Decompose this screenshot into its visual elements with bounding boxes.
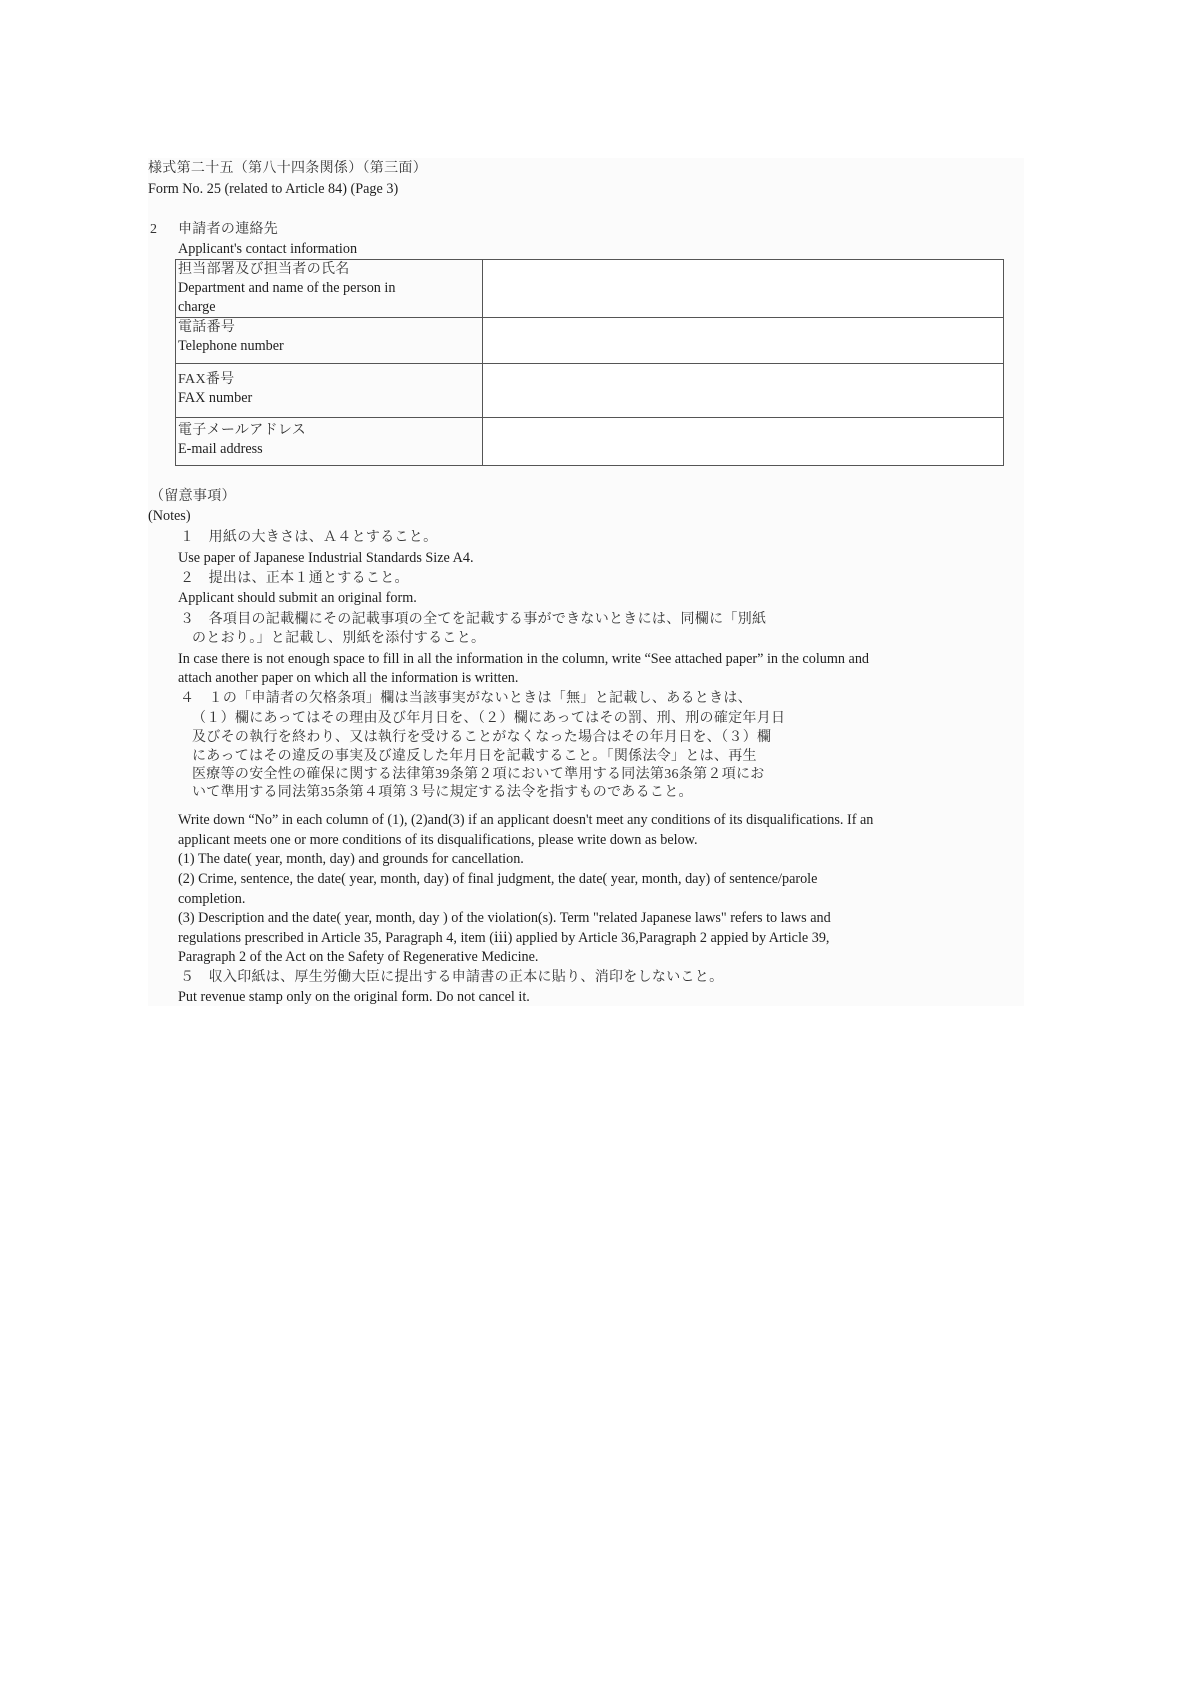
email-label: [176, 418, 483, 466]
contact-table: [175, 259, 1004, 466]
fax-label-jp: FAX番号: [178, 372, 235, 387]
note-4-jp-5: 医療等の安全性の確保に関する法律第39条第２項において準用する同法第36条第２項にお: [192, 767, 765, 782]
contact-row-department: [176, 260, 1004, 318]
department-label-en-1: Department and name of the person in: [178, 280, 396, 296]
department-label-en-2: charge: [178, 299, 216, 315]
contact-heading-jp: 申請者の連絡先: [178, 222, 279, 237]
form-title-jp: 様式第二十五（第八十四条関係）（第三面）: [148, 161, 427, 176]
email-label-en: E-mail address: [178, 441, 263, 457]
contact-heading-en: Applicant's contact information: [178, 241, 358, 257]
note-2-jp: ２ 提出は、正本１通とすること。: [180, 571, 409, 586]
notes-heading-en: (Notes): [148, 508, 191, 524]
email-value-field[interactable]: [483, 418, 1004, 466]
telephone-value-field[interactable]: [483, 318, 1004, 364]
note-4-jp-4: にあってはその違反の事実及び違反した年月日を記載すること。「関係法令」とは、再生: [192, 749, 757, 764]
form-title-en: Form No. 25 (related to Article 84) (Page 3): [148, 181, 399, 197]
fax-label: [176, 364, 483, 418]
note-4-en-1: Write down “No” in each column of (1), (2)and(3) if an applicant doesn't meet any conditions of its disqualifications. If an: [178, 812, 874, 828]
note-4-en-6: (3) Description and the date( year, month, day ) of the violation(s). Term "related Japanese laws" refers to laws and: [178, 910, 831, 926]
note-4-en-8: Paragraph 2 of the Act on the Safety of Regenerative Medicine.: [178, 949, 539, 965]
fax-label-en: FAX number: [178, 390, 253, 406]
contact-row-email: [176, 418, 1004, 466]
note-4-en-3: (1) The date( year, month, day) and grounds for cancellation.: [178, 851, 524, 867]
note-4-jp-2: （１）欄にあってはその理由及び年月日を、（２）欄にあってはその罰、刑、刑の確定年月日: [192, 711, 786, 726]
contact-row-telephone: [176, 318, 1004, 364]
telephone-label-en: Telephone number: [178, 338, 284, 354]
note-4-en-7: regulations prescribed in Article 35, Paragraph 4, item (ⅲ) applied by Article 36,Paragraph 2 appied by Article 39,: [178, 930, 830, 946]
department-value-field[interactable]: [483, 260, 1004, 318]
note-2-en: Applicant should submit an original form.: [178, 590, 417, 606]
note-3-jp-2: のとおり。」と記載し、別紙を添付すること。: [192, 631, 486, 646]
note-5-jp: ５ 収入印紙は、厚生労働大臣に提出する申請書の正本に貼り、消印をしないこと。: [180, 970, 724, 985]
department-label-jp: 担当部署及び担当者の氏名: [178, 262, 350, 277]
fax-value-field[interactable]: [483, 364, 1004, 418]
note-1-en: Use paper of Japanese Industrial Standards Size A4.: [178, 550, 474, 566]
note-5-en: Put revenue stamp only on the original form. Do not cancel it.: [178, 989, 530, 1005]
note-1-jp: １ 用紙の大きさは、Ａ４とすること。: [180, 530, 438, 545]
note-4-en-2: applicant meets one or more conditions of its disqualifications, please write down as below.: [178, 832, 698, 848]
note-4-jp-6: いて準用する同法第35条第４項第３号に規定する法令を指すものであること。: [192, 785, 693, 800]
section-number: 2: [150, 222, 158, 237]
note-3-en-2: attach another paper on which all the information is written.: [178, 670, 519, 686]
email-label-jp: 電子メールアドレス: [178, 423, 306, 438]
note-3-jp-1: ３ 各項目の記載欄にその記載事項の全てを記載する事ができないときには、同欄に「別紙: [180, 612, 767, 627]
telephone-label: [176, 318, 483, 364]
contact-row-fax: [176, 364, 1004, 418]
note-4-en-4: (2) Crime, sentence, the date( year, month, day) of final judgment, the date( year, month, day) of sentence/parole: [178, 871, 818, 887]
note-4-en-5: completion.: [178, 891, 246, 907]
note-3-en-1: In case there is not enough space to fill in all the information in the column, write “See attached paper” in the column and: [178, 651, 870, 667]
note-4-jp-1: ４ １の「申請者の欠格条項」欄は当該事実がないときは「無」と記載し、あるときは、: [180, 691, 752, 706]
department-label: [176, 260, 483, 318]
note-4-jp-3: 及びその執行を終わり、又は執行を受けることがなくなった場合はその年月日を、（３）欄: [192, 730, 772, 745]
telephone-label-jp: 電話番号: [178, 320, 236, 335]
notes-heading-jp: （留意事項）: [150, 489, 236, 504]
